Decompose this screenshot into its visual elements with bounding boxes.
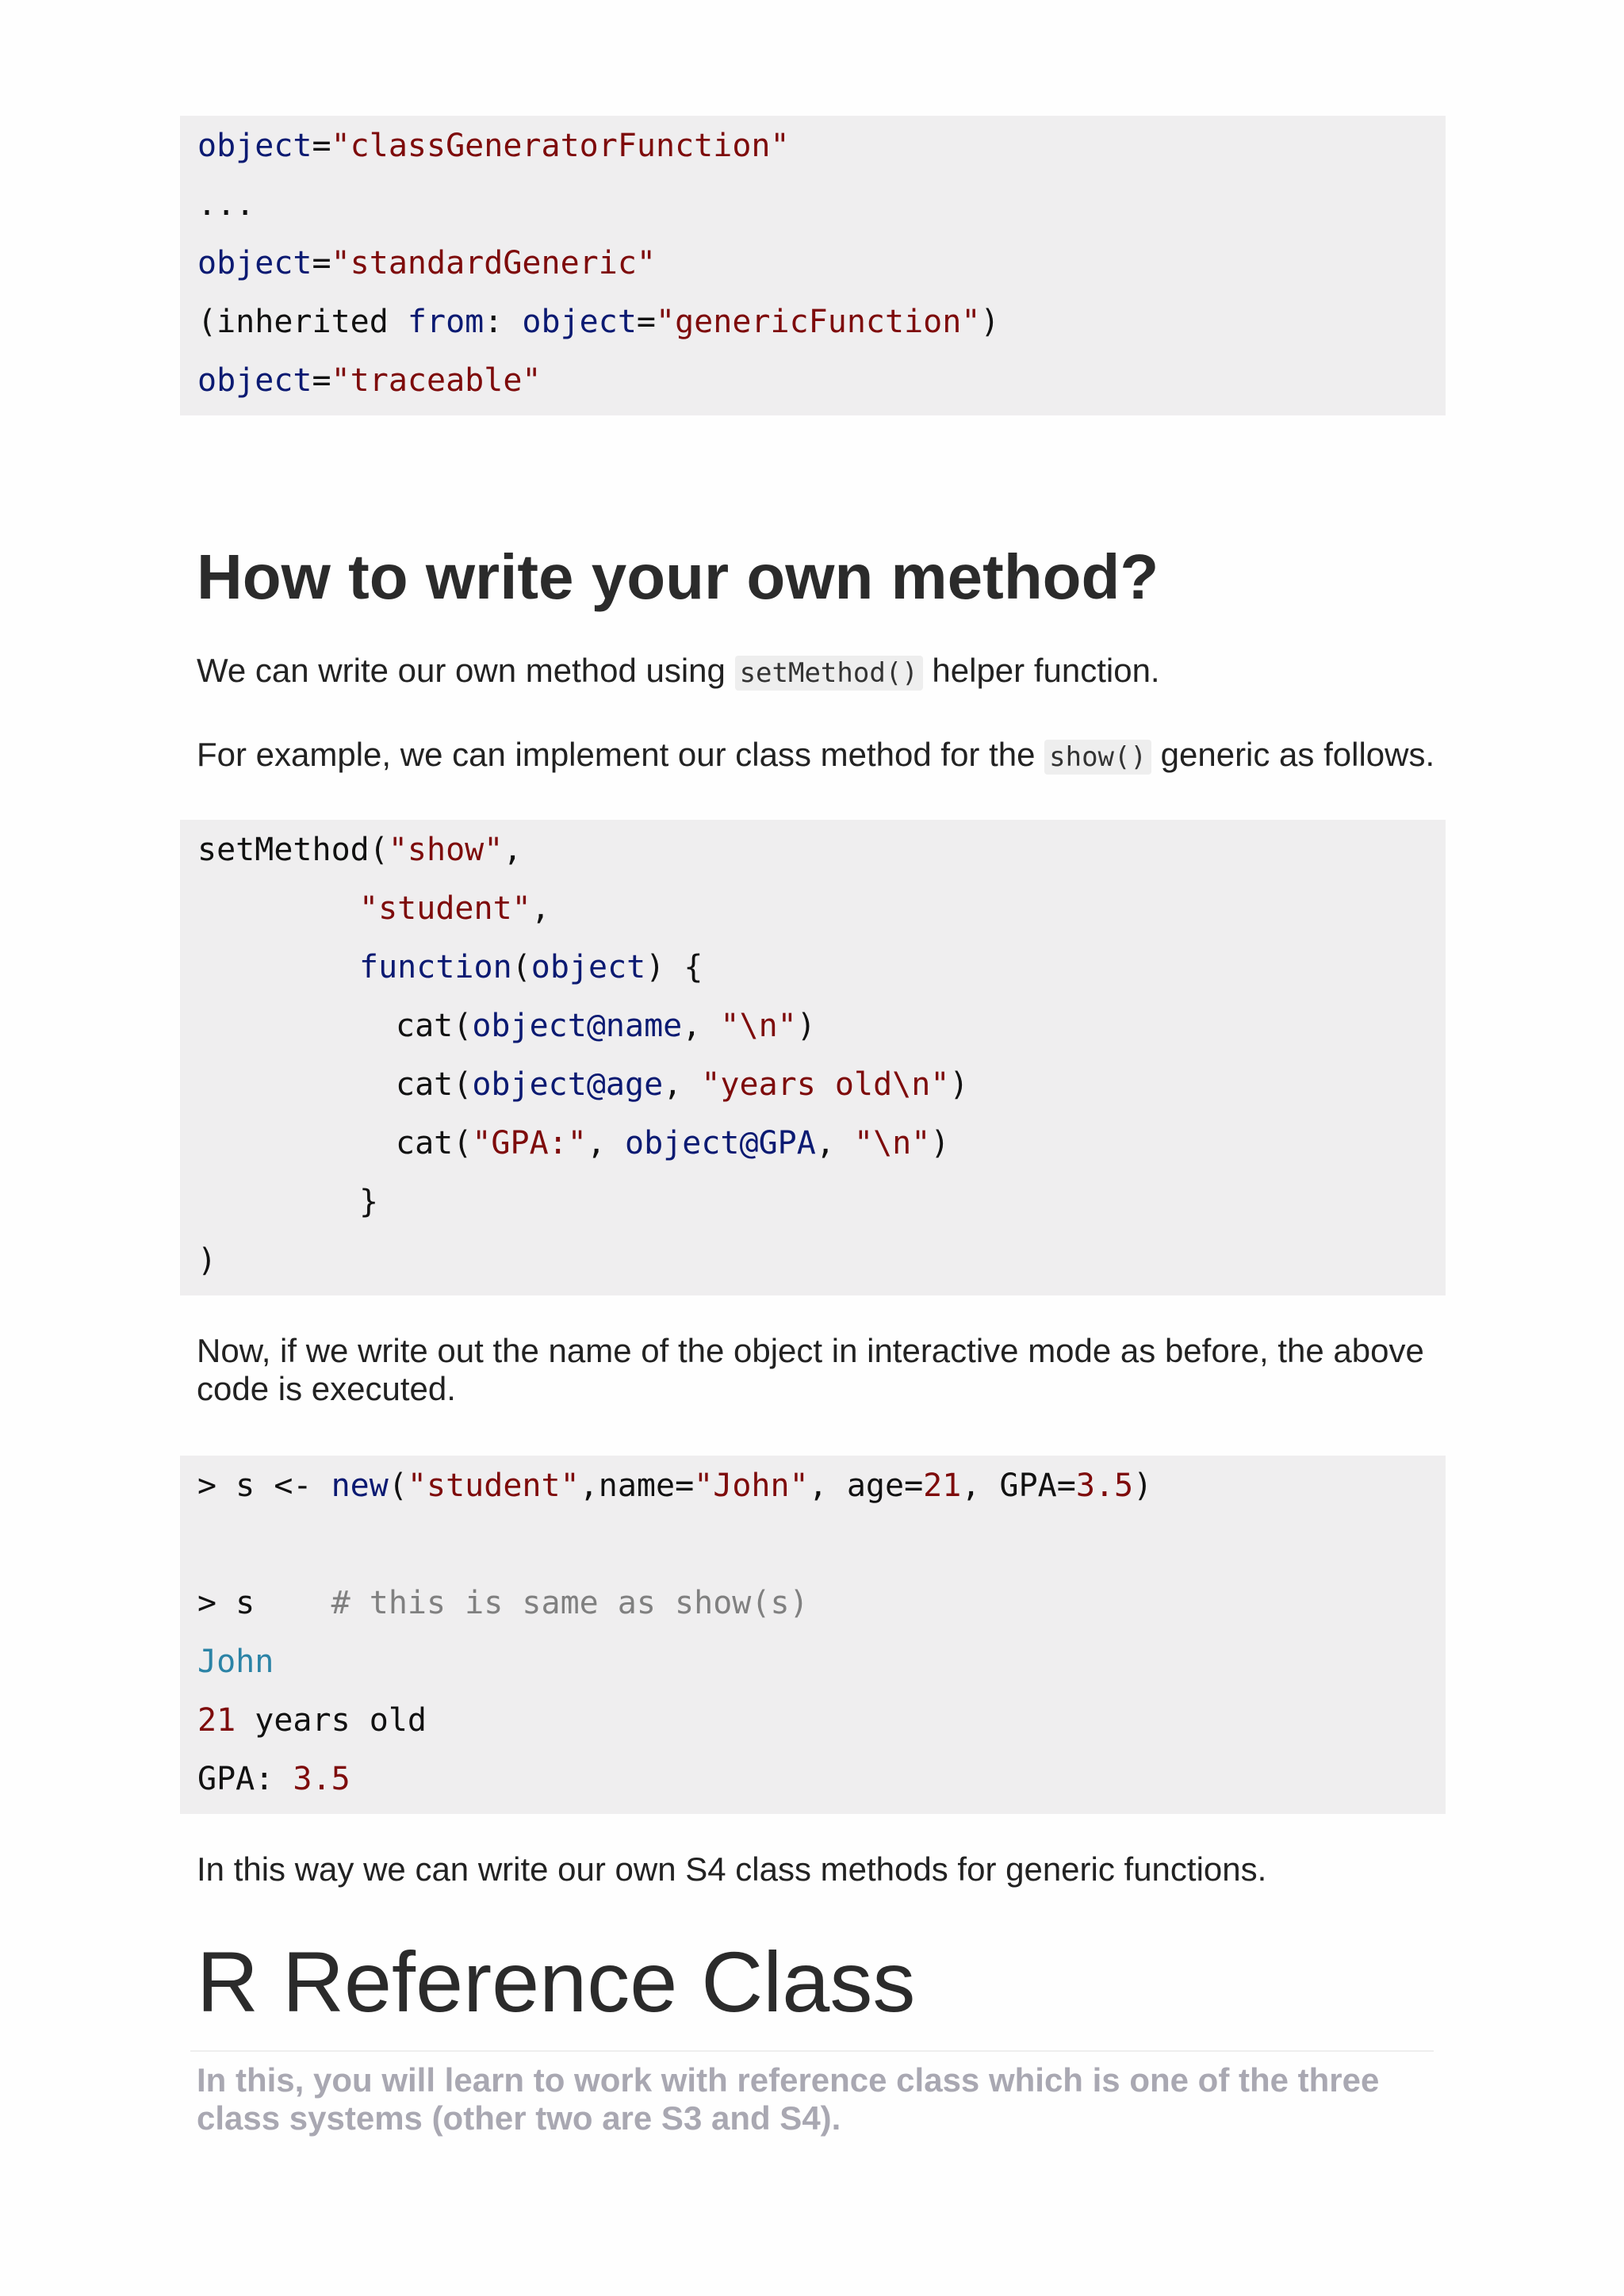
code-string: "genericFunction" [656,304,981,340]
code-block-console [180,1456,1446,1814]
code-text: cat( [396,1125,473,1161]
code-line [197,186,255,224]
code-number: 21 [197,1702,236,1739]
paragraph-text: For example, we can implement our class method for the [197,736,1045,773]
code-text: ) [949,1066,969,1103]
lead-line: In this, you will learn to work with reference class which is one of the three [197,2061,1380,2099]
code-string: "show" [388,832,504,868]
paragraph-summary: In this way we can write our own S4 class methods for generic functions. [197,1850,1267,1888]
code-text: ) [197,1242,217,1279]
code-text: setMethod( [197,832,389,868]
code-text: years old [236,1702,427,1739]
paragraph-setmethod [197,652,1160,692]
code-text: : [484,304,523,340]
code-line [359,948,703,986]
code-text: cat( [396,1066,473,1103]
code-keyword: object [197,245,312,281]
code-string: "GPA:" [472,1125,587,1161]
code-text: > s [197,1585,331,1621]
code-text: ( [388,1468,408,1504]
code-block-class-list [180,116,1446,415]
code-text: ) { [645,949,703,985]
code-keyword: object [530,949,646,985]
code-text: ) [1133,1468,1153,1504]
code-text: , [815,1125,854,1161]
code-string: "student" [359,890,531,927]
code-string: "\n" [720,1008,797,1044]
paragraph-interactive-mode [197,1332,1424,1408]
code-keyword: object [197,128,312,164]
code-number: 21 [923,1468,962,1504]
paragraph-text: We can write our own method using [197,652,735,689]
code-keyword: object@age [472,1066,664,1103]
lead-line: class systems (other two are S3 and S4). [197,2099,841,2137]
inline-code: show() [1044,740,1151,775]
code-string: "student" [407,1468,580,1504]
inline-code: setMethod() [735,656,923,691]
chapter-title: R Reference Class [197,1934,916,2030]
code-comment: # this is same as show(s) [331,1585,809,1621]
code-string: "classGeneratorFunction" [331,128,790,164]
code-line [396,1007,816,1045]
code-string: "traceable" [331,362,542,399]
code-text: = [312,128,331,164]
code-line [197,244,656,282]
code-line [197,1643,274,1681]
code-line [197,127,790,165]
code-block-setmethod [180,820,1446,1295]
code-text: , [503,832,523,868]
chapter-lead-text [197,2061,1434,2137]
code-text: GPA: [197,1761,293,1797]
code-line [396,1124,949,1162]
code-keyword: from [407,304,485,340]
code-text: ) [930,1125,950,1161]
code-text: , [586,1125,625,1161]
code-text: ) [980,304,1000,340]
code-line [197,831,522,869]
code-keyword: object [522,304,637,340]
section-heading: How to write your own method? [197,541,1159,612]
paragraph-line: code is executed. [197,1370,456,1407]
code-string: "standardGeneric" [331,245,656,281]
code-line [359,1183,378,1221]
code-line [197,1584,809,1622]
code-line [396,1066,969,1104]
code-line [197,1467,1152,1505]
code-text: ... [197,186,255,223]
code-text: , [530,890,550,927]
code-line [359,890,550,928]
code-text: ) [796,1008,816,1044]
code-text: > s <- [197,1468,331,1504]
title-divider [190,2050,1434,2052]
paragraph-example [197,736,1434,776]
code-text: = [312,245,331,281]
code-keyword: new [331,1468,389,1504]
code-line [197,1242,216,1280]
code-keyword: object@name [472,1008,683,1044]
code-text: ,name= [579,1468,695,1504]
code-string: "years old\n" [701,1066,950,1103]
code-number: 3.5 [1075,1468,1134,1504]
code-line [197,303,1000,341]
code-line [197,362,542,400]
code-string: "\n" [854,1125,931,1161]
code-text: ( [511,949,531,985]
code-string: "John" [694,1468,809,1504]
code-text: (inherited [197,304,408,340]
code-text: = [636,304,656,340]
code-line [197,1701,427,1739]
code-number: 3.5 [293,1761,350,1797]
code-text: } [359,1184,379,1220]
paragraph-text: generic as follows. [1151,736,1435,773]
code-keyword: function [359,949,512,985]
code-text: , [682,1008,721,1044]
paragraph-text: helper function. [922,652,1160,689]
code-keyword: object@GPA [625,1125,816,1161]
code-output: John [197,1644,274,1680]
code-text: , GPA= [961,1468,1076,1504]
code-line [197,1760,350,1798]
code-text: , [663,1066,702,1103]
code-text: = [312,362,331,399]
code-text: cat( [396,1008,473,1044]
paragraph-line: Now, if we write out the name of the object in interactive mode as before, the above [197,1332,1424,1369]
code-text: , age= [808,1468,924,1504]
code-keyword: object [197,362,312,399]
